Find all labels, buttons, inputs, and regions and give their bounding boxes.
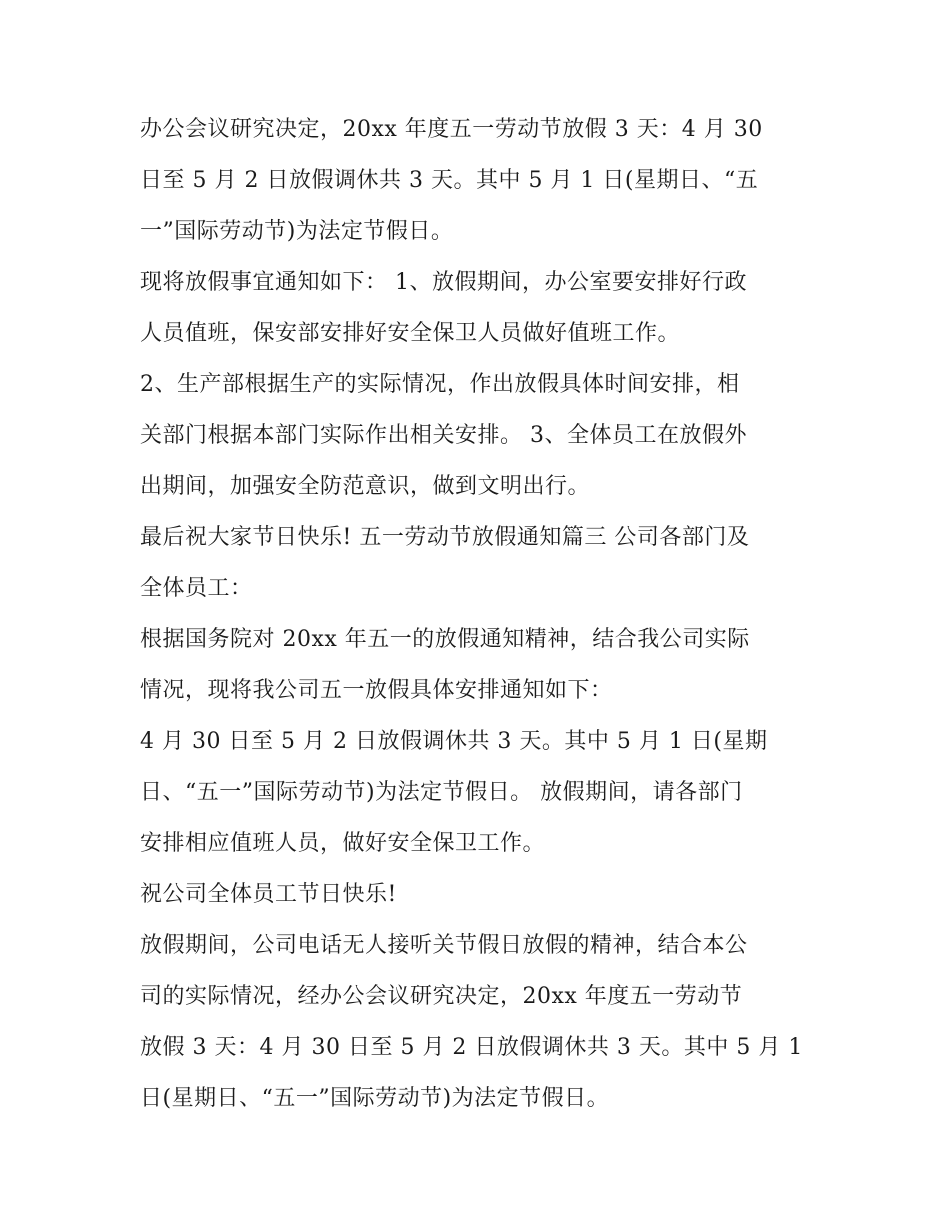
text-line: 根据国务院对 20xx 年五一的放假通知精神，结合我公司实际 [140,627,750,652]
text-line: 司的实际情况，经办公会议研究决定，20xx 年度五一劳动节 [140,984,743,1009]
text-line: 放假 3 天：4 月 30 日至 5 月 2 日放假调休共 3 天。其中 5 月 1 [140,1035,803,1060]
text-line: 情况，现将我公司五一放假具体安排通知如下： [140,678,613,703]
text-line: 祝公司全体员工节日快乐! [140,882,397,907]
text-line: 一”国际劳动节)为法定节假日。 [140,219,454,244]
text-line: 日至 5 月 2 日放假调休共 3 天。其中 5 月 1 日(星期日、“五 [140,168,759,193]
text-line: 2、生产部根据生产的实际情况，作出放假具体时间安排，相 [140,372,740,397]
text-line: 放假期间，公司电话无人接听关节假日放假的精神，结合本公 [140,933,748,958]
text-line: 关部门根据本部门实际作出相关安排。 3、全体员工在放假外 [140,423,747,448]
text-line: 日、“五一”国际劳动节)为法定节假日。 放假期间，请各部门 [140,780,743,805]
text-line: 全体员工： [140,576,253,601]
document-body [140,104,820,1124]
text-line: 4 月 30 日至 5 月 2 日放假调休共 3 天。其中 5 月 1 日(星期 [140,729,768,754]
text-line: 安排相应值班人员，做好安全保卫工作。 [140,831,546,856]
text-line: 出期间，加强安全防范意识，做到文明出行。 [140,474,591,499]
text-line: 人员值班，保安部安排好安全保卫人员做好值班工作。 [140,321,681,346]
text-line: 最后祝大家节日快乐! 五一劳动节放假通知篇三 公司各部门及 [140,525,750,550]
text-line: 办公会议研究决定，20xx 年度五一劳动节放假 3 天：4 月 30 [140,117,763,142]
text-line: 日(星期日、“五一”国际劳动节)为法定节假日。 [140,1086,610,1111]
text-line: 现将放假事宜通知如下： 1、放假期间，办公室要安排好行政 [140,270,747,295]
